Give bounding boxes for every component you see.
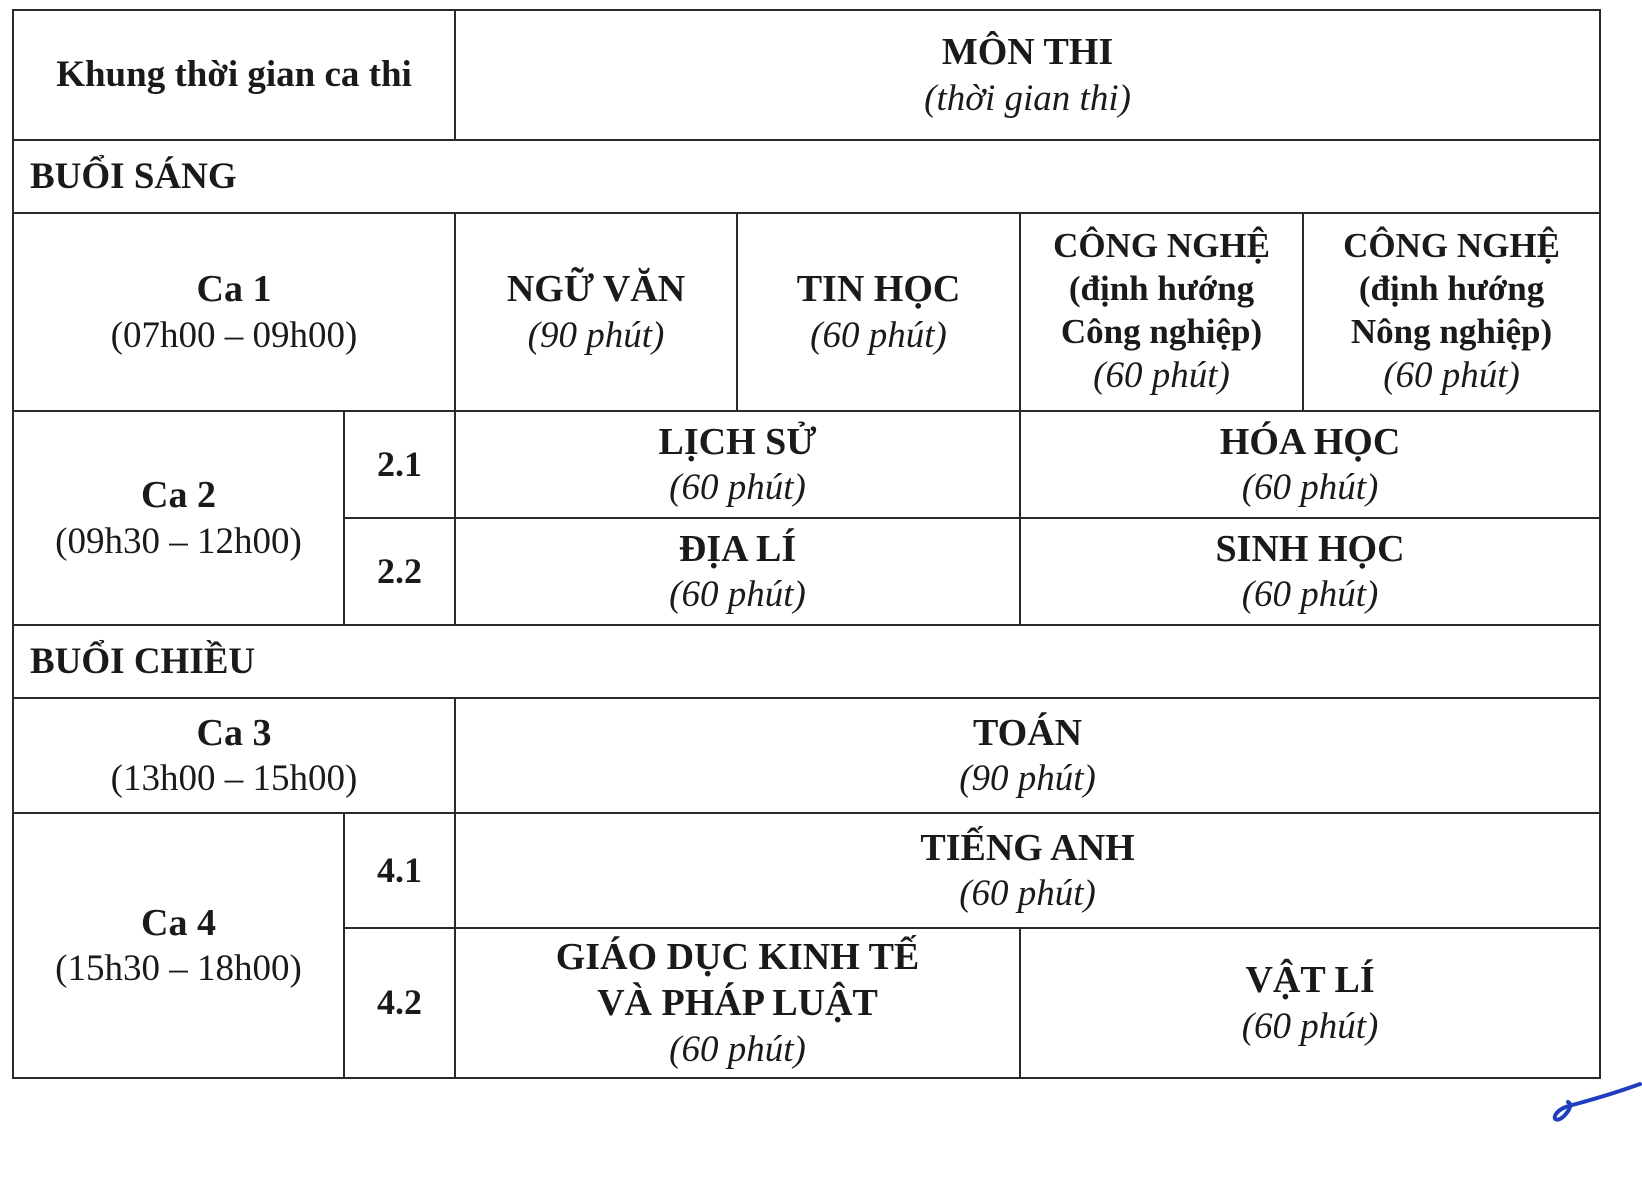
ca2-1-number: 2.1	[344, 411, 455, 518]
subject-name: CÔNG NGHỆ	[1053, 226, 1270, 266]
subject-name: TOÁN	[972, 711, 1083, 754]
subject-sublabel: (thời gian thi)	[924, 77, 1131, 119]
ca2-2-subject-sinh-hoc	[1020, 518, 1600, 625]
ca2-1-subject-lich-su	[455, 411, 1020, 518]
ca2-time: (09h30 – 12h00)	[55, 520, 302, 562]
subject-name: TIẾNG ANH	[920, 826, 1135, 869]
ca2-time-cell	[13, 411, 344, 625]
afternoon-session-label: BUỔI CHIỀU	[13, 625, 1600, 698]
ca2-1-subject-hoa-hoc	[1020, 411, 1600, 518]
subject-orientation-type: Nông nghiệp)	[1350, 311, 1553, 351]
ca4-time-cell	[13, 813, 344, 1078]
subject-orientation: (định hướng	[1358, 269, 1545, 309]
subject-duration: (60 phút)	[1093, 355, 1230, 397]
ca4-2-number: 4.2	[344, 928, 455, 1078]
ca4-2-subject-vat-li	[1020, 928, 1600, 1078]
ca1-row	[13, 213, 1600, 411]
ca4-2-subject-gdkt-pl	[455, 928, 1020, 1078]
ca4-time: (15h30 – 18h00)	[55, 948, 302, 990]
subject-name: ĐỊA LÍ	[678, 527, 797, 570]
exam-schedule-sheet	[12, 9, 1599, 1104]
subject-name: SINH HỌC	[1215, 527, 1405, 570]
ca1-subject-ngu-van	[455, 213, 737, 411]
ca2-1-row	[13, 411, 1600, 518]
ca1-time: (07h00 – 09h00)	[110, 314, 358, 356]
subject-duration: (60 phút)	[669, 1028, 806, 1070]
subject-name-line-2: VÀ PHÁP LUẬT	[597, 982, 878, 1025]
subject-duration: (60 phút)	[1241, 1005, 1379, 1047]
subject-duration: (60 phút)	[1383, 355, 1520, 397]
subject-name-line-1: GIÁO DỤC KINH TẾ	[555, 936, 920, 979]
ca1-subject-cong-nghe-cn	[1020, 213, 1303, 411]
subject-name: LỊCH SỬ	[658, 420, 817, 463]
subject-name: VẬT LÍ	[1245, 959, 1375, 1002]
morning-session-label: BUỔI SÁNG	[13, 140, 1600, 213]
ca1-subject-cong-nghe-nn	[1303, 213, 1600, 411]
subject-duration: (60 phút)	[669, 467, 806, 509]
ca3-time-cell	[13, 698, 455, 813]
subject-duration: (60 phút)	[959, 873, 1096, 915]
time-frame-label: Khung thời gian ca thi	[56, 54, 412, 96]
subject-duration: (90 phút)	[527, 314, 665, 356]
subject-header	[455, 10, 1600, 140]
ca3-subject-toan	[455, 698, 1600, 813]
exam-schedule-table	[12, 9, 1601, 1079]
ca3-row	[13, 698, 1600, 813]
ca4-1-row	[13, 813, 1600, 928]
ca2-2-subject-dia-li	[455, 518, 1020, 625]
ca3-name: Ca 3	[196, 711, 272, 754]
subject-orientation: (định hướng	[1068, 269, 1255, 309]
ca4-name: Ca 4	[141, 901, 216, 944]
ca1-name: Ca 1	[196, 268, 272, 311]
subject-name: CÔNG NGHỆ	[1343, 226, 1560, 266]
morning-session-row	[13, 140, 1600, 213]
header-row	[13, 10, 1600, 140]
subject-name: HÓA HỌC	[1219, 420, 1401, 463]
subject-orientation-type: Công nghiệp)	[1060, 311, 1263, 351]
afternoon-session-row	[13, 625, 1600, 698]
subject-name: NGỮ VĂN	[506, 268, 686, 311]
subject-duration: (90 phút)	[959, 758, 1096, 800]
ca2-name: Ca 2	[141, 474, 216, 517]
ca1-subject-tin-hoc	[737, 213, 1020, 411]
ca4-1-number: 4.1	[344, 813, 455, 928]
subject-duration: (60 phút)	[1241, 574, 1379, 616]
subject-duration: (60 phút)	[810, 314, 947, 356]
ca2-2-number: 2.2	[344, 518, 455, 625]
subject-duration: (60 phút)	[1241, 467, 1379, 509]
subject-duration: (60 phút)	[669, 574, 806, 616]
signature-mark	[1548, 1074, 1642, 1132]
subject-label: MÔN THI	[941, 31, 1114, 74]
ca4-1-subject-tieng-anh	[455, 813, 1600, 928]
subject-name: TIN HỌC	[796, 268, 961, 311]
ca1-time-cell	[13, 213, 455, 411]
ca3-time: (13h00 – 15h00)	[110, 758, 358, 800]
time-frame-header	[13, 10, 455, 140]
